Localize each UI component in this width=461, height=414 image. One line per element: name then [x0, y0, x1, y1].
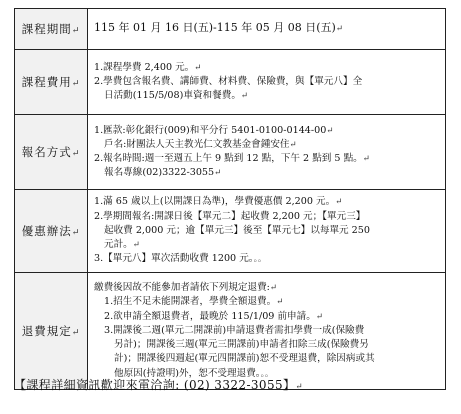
- discounts-label-cell: [15, 190, 88, 273]
- return-icon: ↵: [71, 149, 81, 159]
- return-icon: ↵: [71, 26, 81, 36]
- refund-line: [94, 338, 440, 352]
- footer-text: 【課程詳細資訊歡迎來電洽詢: (02) 3322-3055】: [14, 378, 296, 392]
- period-value-cell: [88, 9, 446, 50]
- refund-line-text: 另計)；開課後三週(單元三開課前)申請者扣除三成(保險費另: [114, 339, 369, 351]
- fees-row: [15, 50, 446, 115]
- registration-line-text: 戶名:財團法人天主教光仁文教基金會鍾安住: [104, 138, 290, 150]
- registration-label-cell: [15, 115, 88, 190]
- refund-line: [94, 352, 440, 366]
- refund-line-text: 繳費後因故不能參加者請依下列規定退費:: [94, 282, 270, 294]
- return-icon: ↵: [289, 139, 297, 150]
- refund-line-text: 1.招生不足未能開課者，學費全額退費。: [104, 296, 277, 308]
- return-icon: ↵: [295, 382, 303, 392]
- period-label-cell: [15, 9, 88, 50]
- period-row: [15, 9, 446, 50]
- fees-line-text: 2.學費包含報名費、講師費、材料費、保險費，與【單元八】全: [94, 75, 363, 87]
- return-icon: ↵: [362, 154, 370, 164]
- refund-line-text: 3.開課後二週(單元二開課前)申請退費者需扣學費一成(保險費: [104, 324, 365, 336]
- tail-mark: 。。: [260, 368, 274, 379]
- return-icon: ↵: [214, 168, 222, 179]
- registration-line-text: 報名專線(02)3322-3055: [104, 167, 215, 179]
- discounts-label: 優惠辦法: [21, 224, 72, 238]
- return-icon: ↵: [194, 62, 202, 73]
- fees-label: 課程費用: [21, 75, 72, 89]
- refund-line-text: 他原因(持證明)外，恕不受理退費。: [114, 367, 261, 379]
- refund-label: 退費規定: [21, 324, 72, 338]
- return-icon: ↵: [71, 79, 81, 89]
- refund-line: [94, 281, 440, 295]
- discounts-line-text: 2.學期間報名:開課日後【單元二】起收費 2,200 元；【單元三】: [94, 210, 366, 222]
- discounts-line: [94, 238, 440, 252]
- refund-label-cell: [15, 273, 88, 390]
- registration-row: [15, 115, 446, 190]
- return-icon: ↵: [335, 197, 343, 208]
- discounts-line: [94, 224, 440, 238]
- return-icon: ↵: [240, 91, 249, 102]
- discounts-line-text: 1.滿 65 歲以上(以開課日為準)，學費優惠價 2,200 元。: [94, 196, 336, 208]
- refund-line-text: 計)；開課後四週起(單元四開課前)恕不受理退費，除因病或其: [114, 353, 375, 365]
- refund-line-text: 2.欲申請全額退費者，最晚於 115/1/09 前申請。: [104, 310, 316, 322]
- discounts-line-text: 起收費 2,000 元；逾【單元三】後至【單元七】以每單元 250: [104, 224, 370, 236]
- fees-label-cell: [15, 50, 88, 115]
- contact-footer: [14, 376, 446, 393]
- return-icon: ↵: [315, 311, 323, 322]
- discounts-line-text: 元計。: [104, 239, 133, 251]
- refund-line: [94, 295, 440, 309]
- return-icon: ↵: [276, 297, 284, 308]
- refund-line: [94, 310, 440, 324]
- fees-line: [94, 61, 440, 75]
- fees-line: [94, 75, 440, 89]
- discounts-line-text: 3.【單元八】單次活動收費 1200 元。: [94, 253, 254, 265]
- fees-line: [94, 89, 440, 103]
- discounts-content-cell: [88, 190, 446, 273]
- registration-line: [94, 166, 440, 180]
- tail-mark: 。。: [253, 254, 267, 265]
- fees-line-text: 日活動(115/5/08)車資和餐費。: [104, 90, 241, 102]
- period-value: 115 年 01 月 16 日(五)-115 年 05 月 08 日(五): [94, 21, 336, 35]
- return-icon: ↵: [335, 24, 343, 35]
- fees-content-cell: [88, 50, 446, 115]
- discounts-line: [94, 252, 440, 266]
- discounts-line: [94, 210, 440, 224]
- refund-content-cell: [88, 273, 446, 390]
- registration-line: [94, 124, 440, 138]
- return-icon: ↵: [71, 228, 81, 238]
- registration-line: [94, 138, 440, 152]
- refund-line: [94, 324, 440, 338]
- registration-line-text: 2.報名時間:週一至週五上午 9 點到 12 點，下午 2 點到 5 點。: [94, 153, 363, 164]
- course-info-table: [14, 8, 446, 390]
- registration-line: [94, 152, 440, 166]
- refund-row: [15, 273, 446, 390]
- discounts-row: [15, 190, 446, 273]
- registration-label: 報名方式: [21, 145, 72, 159]
- registration-line-text: 1.匯款:彰化銀行(009)和平分行 5401-0100-0144-00: [94, 124, 327, 136]
- return-icon: ↵: [71, 328, 81, 338]
- fees-line-text: 1.課程學費 2,400 元。: [94, 61, 195, 73]
- return-icon: ↵: [132, 240, 140, 251]
- discounts-line: [94, 195, 440, 209]
- period-label: 課程期間: [21, 22, 72, 36]
- return-icon: ↵: [326, 125, 334, 136]
- return-icon: ↵: [269, 283, 278, 294]
- registration-content-cell: [88, 115, 446, 190]
